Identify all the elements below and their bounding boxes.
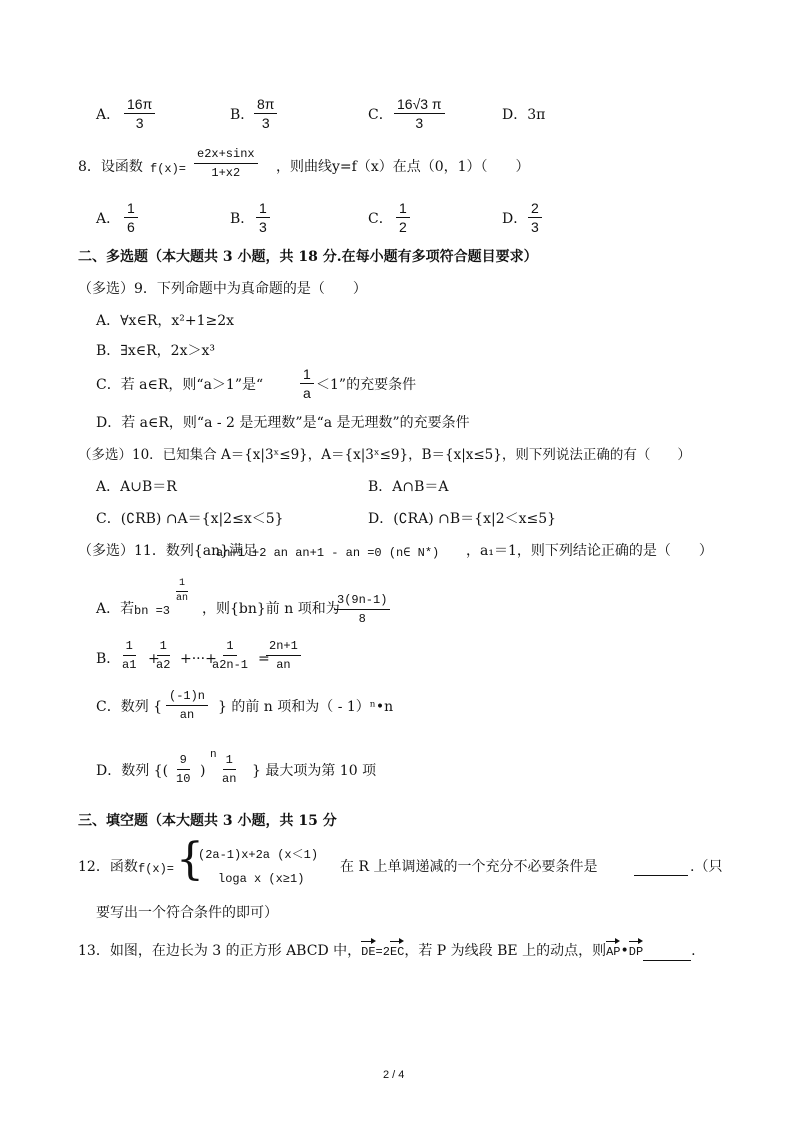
q11-option-a-middle: ，则{bn}前 n 项和为	[202, 601, 340, 617]
q8-option-b-label: B．	[230, 211, 255, 227]
q11-option-a-prefix: A．若	[96, 601, 135, 617]
q7-option-a-fraction	[124, 96, 155, 131]
q11-c-denominator: an	[179, 708, 195, 722]
q13-period: .	[691, 943, 696, 959]
q11-option-c-suffix: } 的前 n 项和为（ - 1）ⁿ•n	[218, 699, 394, 715]
q11-option-d-fraction-1	[176, 752, 190, 787]
q12-case-2: loga x (x≥1)	[218, 872, 305, 886]
q9-option-c-suffix: ＜1”的充要条件	[316, 377, 417, 393]
q8-b-numerator: 1	[256, 200, 270, 218]
q8-a-denominator: 6	[127, 219, 135, 235]
q11-b-term-3-denominator: a2n-1	[212, 658, 249, 672]
page-number: 2 / 4	[383, 1069, 405, 1081]
q11-b-result-denominator: an	[276, 658, 291, 672]
q11-b-plus: +	[148, 651, 160, 667]
q7-option-c-fraction	[394, 96, 445, 131]
q9-option-c-prefix: C．若 a∈R，则“a＞1”是“	[96, 377, 264, 393]
q13-prefix: 13．如图，在边长为 3 的正方形 ABCD 中，	[78, 943, 362, 959]
q8-function-fraction	[194, 146, 258, 181]
q11-b-term-2	[156, 638, 170, 673]
q8-b-denominator: 3	[259, 219, 267, 235]
q8-d-numerator: 2	[528, 200, 542, 218]
q13-line	[78, 942, 696, 961]
q7-b-denominator: 3	[261, 115, 270, 131]
q13-vector-de: DE	[361, 945, 376, 959]
q7-a-numerator: 16π	[124, 96, 155, 114]
q12-case-1: (2a-1)x+2a (x＜1)	[198, 848, 319, 862]
q12-brace: {	[176, 834, 204, 885]
q13-vector-dp: DP	[628, 945, 644, 959]
q11-b-term-2-numerator: 1	[157, 638, 170, 656]
q11-stem-prefix: （多选）11．数列{an}满足	[78, 543, 257, 559]
q7-option-a-label: A．	[96, 107, 121, 123]
q10-option-d: D．(∁RA) ∩B＝{x|2＜x≤5}	[368, 511, 557, 527]
q10-option-a: A．A∪B＝R	[96, 479, 177, 495]
q7-option-c-label: C．	[368, 107, 393, 123]
q11-option-d-prefix: D．数列 {(	[96, 763, 169, 779]
q11-stem-suffix: ，a₁＝1，则下列结论正确的是（ ）	[466, 543, 713, 559]
q7-b-numerator: 8π	[254, 96, 277, 114]
q8-d-denominator: 3	[531, 219, 539, 235]
q11-option-a-formula: bn =3	[134, 604, 171, 618]
q11-d-denominator-1: 10	[176, 772, 191, 786]
q8-option-d-fraction	[528, 200, 542, 235]
q9-option-c-fraction	[300, 366, 314, 401]
q11-a-denominator: 8	[358, 612, 366, 626]
q8-option-d-label: D．	[502, 211, 528, 227]
q10-option-c: C．(∁RB) ∩A＝{x|2≤x＜5}	[96, 511, 284, 527]
q11-a-exp-denominator: an	[176, 593, 189, 604]
q11-option-b-label: B．	[96, 651, 121, 667]
q12-prefix: 12．函数	[78, 859, 138, 875]
q11-c-numerator: (-1)n	[166, 688, 208, 706]
q7-option-b-label: B．	[230, 107, 255, 123]
q13-answer-blank[interactable]	[643, 945, 691, 961]
q13-vector-ap: AP	[606, 945, 621, 959]
q8-function-name: f(x)=	[150, 162, 187, 176]
q11-a-exp-numerator: 1	[176, 578, 188, 592]
q8-option-b-fraction	[256, 200, 270, 235]
q8-c-denominator: 2	[399, 219, 407, 235]
q11-b-term-1	[122, 638, 136, 673]
q11-b-term-1-denominator: a1	[122, 658, 137, 672]
q8-option-c-label: C．	[368, 211, 393, 227]
q12-function-name: f(x)=	[138, 862, 175, 876]
q8-option-a-label: A．	[96, 211, 121, 227]
section-2-heading: 二、多选题（本大题共 3 小题，共 18 分.在每小题有多项符合题目要求）	[78, 249, 538, 265]
q13-middle: ，若 P 为线段 BE 上的动点，则	[404, 943, 607, 959]
q7-c-numerator: 16√3 π	[394, 96, 445, 114]
q11-option-d-suffix: } 最大项为第 10 项	[252, 763, 377, 779]
q7-option-b-fraction	[254, 96, 277, 131]
q11-a-numerator: 3(9n-1)	[334, 592, 390, 610]
q9-option-b: B．∃x∈R，2x＞x³	[96, 343, 215, 359]
q11-b-term-3	[212, 638, 248, 673]
q8-c-numerator: 1	[396, 200, 410, 218]
q8-option-c-fraction	[396, 200, 410, 235]
q9-c-numerator: 1	[300, 366, 314, 384]
q12-suffix: 在 R 上单调递减的一个充分不必要条件是	[340, 859, 598, 875]
q9-stem: （多选）9．下列命题中为真命题的是（ ）	[78, 281, 367, 297]
q13-equals: =2	[375, 945, 390, 959]
q9-option-a: A．∀x∈R，x²+1≥2x	[96, 313, 235, 329]
q11-option-d-fraction-2	[222, 752, 236, 787]
q7-c-denominator: 3	[415, 115, 424, 131]
q11-b-result-numerator: 2n+1	[266, 638, 301, 656]
q8-denominator: 1+x2	[211, 166, 241, 180]
q11-option-c-fraction	[166, 688, 208, 723]
q13-vector-ec: EC	[389, 945, 405, 959]
q7-option-d: D．3π	[502, 107, 546, 123]
q12-tail: .（只	[690, 859, 723, 875]
q11-b-equals: =	[258, 651, 270, 667]
q9-c-denominator: a	[303, 385, 311, 401]
q11-b-ellipsis: +···+	[180, 651, 217, 667]
q11-b-term-2-denominator: a2	[156, 658, 171, 672]
q11-b-term-3-numerator: 1	[223, 638, 236, 656]
q8-a-numerator: 1	[124, 200, 138, 218]
q11-option-d-exponent: n	[210, 749, 217, 761]
q11-b-result	[266, 638, 301, 673]
section-3-heading: 三、填空题（本大题共 3 小题，共 15 分	[78, 813, 337, 829]
q10-stem: （多选）10．已知集合 A＝{x|3ˣ≤9}，A＝{x|3ˣ≤9}，B＝{x|x≤5}，则下列说法正确的有（ ）	[78, 447, 691, 463]
q12-line-2: 要写出一个符合条件的即可）	[96, 905, 278, 921]
q11-stem-formula: an+1 +2 an an+1 - an =0 (n∈ N*)	[216, 546, 440, 560]
q10-option-b: B．A∩B＝A	[368, 479, 449, 495]
q8-suffix: ，则曲线y=f（x）在点（0，1）（ ）	[276, 159, 530, 175]
q11-option-d-close: )	[200, 763, 206, 779]
q9-option-d: D．若 a∈R，则“a - 2 是无理数”是“a 是无理数”的充要条件	[96, 415, 470, 431]
q12-answer-blank[interactable]	[634, 858, 688, 876]
q8-numerator: e2x+sinx	[194, 146, 258, 164]
q8-option-a-fraction	[124, 200, 138, 235]
q11-option-a-fraction	[334, 592, 390, 627]
q13-dot: •	[620, 943, 629, 959]
q11-b-term-1-numerator: 1	[123, 638, 136, 656]
q11-d-numerator-2: 1	[223, 752, 236, 770]
q7-a-denominator: 3	[135, 115, 144, 131]
q11-d-denominator-2: an	[222, 772, 237, 786]
q11-d-numerator-1: 9	[177, 752, 190, 770]
q11-option-a-exponent	[176, 578, 188, 605]
q8-prefix: 8．设函数	[78, 159, 143, 175]
q11-option-c-prefix: C．数列 {	[96, 699, 163, 715]
